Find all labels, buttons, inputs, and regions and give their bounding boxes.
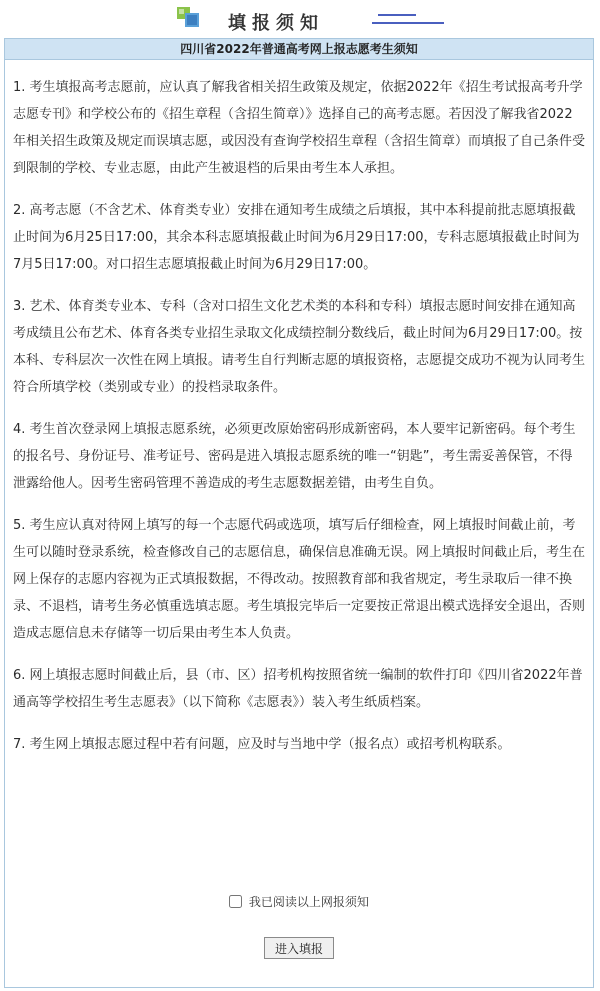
notice-paragraph: 2. 高考志愿（不含艺术、体育类专业）安排在通知考生成绩之后填报，其中本科提前批志愿填报截止时间为6月25日17:00，其余本科志愿填报截止时间为6月29日17:00，专科志愿填报截止时间为7月5日17:00。对口招生志愿填报截止时间为6月29日17:00。 xyxy=(13,203,580,272)
agree-checkbox[interactable] xyxy=(229,895,242,908)
top-header xyxy=(0,0,600,38)
notice-paragraph: 4. 考生首次登录网上填报志愿系统，必须更改原始密码形成新密码，本人要牢记新密码。每个考生的报名号、身份证号、准考证号、密码是进入填报志愿系统的唯一“钥匙”，考生需妥善保管，不得泄露给他人。因考生密码管理不善造成的考生志愿数据差错，由考生自负。 xyxy=(13,422,576,491)
notice-paragraph: 1. 考生填报高考志愿前，应认真了解我省相关招生政策及规定，依据2022年《招生考试报高考升学志愿专刊》和学校公布的《招生章程（含招生简章）》选择自己的高考志愿。若因没了解我省2022年相关招生政策及规定而误填志愿，或因没有查询学校招生章程（含招生简章）而填报了自己条件受到限制的学校、专业志愿，由此产生被退档的后果由考生本人承担。 xyxy=(13,80,586,176)
notice-paragraph: 6. 网上填报志愿时间截止后，县（市、区）招考机构按照省统一编制的软件打印《四川省2022年普通高等学校招生考生志愿表》（以下简称《志愿表》）装入考生纸质档案。 xyxy=(13,668,583,710)
notice-content xyxy=(5,60,593,758)
page-title: 填报须知 xyxy=(228,13,324,34)
notice-paragraph: 7. 考生网上填报志愿过程中若有问题，应及时与当地中学（报名点）或招考机构联系。 xyxy=(13,737,511,752)
enter-fill-button[interactable]: 进入填报 xyxy=(264,937,334,959)
notice-panel xyxy=(4,38,594,988)
notice-heading: 四川省2022年普通高考网上报志愿考生须知 xyxy=(5,39,593,60)
notice-paragraph: 5. 考生应认真对待网上填写的每一个志愿代码或选项，填写后仔细检查，网上填报时间截止前，考生可以随时登录系统，检查修改自己的志愿信息，确保信息准确无误。网上填报时间截止后，考生在网上保存的志愿内容视为正式填报数据，不得改动。按照教育部和我省规定，考生录取后一律不换录、不退档，请考生务必慎重选填志愿。考生填报完毕后一定要按正常退出模式选择安全退出，否则造成志愿信息未存储等一切后果由考生本人负责。 xyxy=(13,518,586,641)
agree-label[interactable]: 我已阅读以上网报须知 xyxy=(248,895,369,909)
blue-green-squares-logo-icon xyxy=(176,6,202,30)
agree-row xyxy=(5,893,593,910)
decorative-line xyxy=(378,14,416,16)
notice-paragraph: 3. 艺术、体育类专业本、专科（含对口招生文化艺术类的本科和专科）填报志愿时间安排在通知高考成绩且公布艺术、体育各类专业招生录取文化成绩控制分数线后，截止时间为6月29日17:00。按本科、专科层次一次性在网上填报。请考生自行判断志愿的填报资格，志愿提交成功不视为认同考生符合所填学校（类别或专业）的投档录取条件。 xyxy=(13,299,586,395)
decorative-line xyxy=(372,22,444,24)
